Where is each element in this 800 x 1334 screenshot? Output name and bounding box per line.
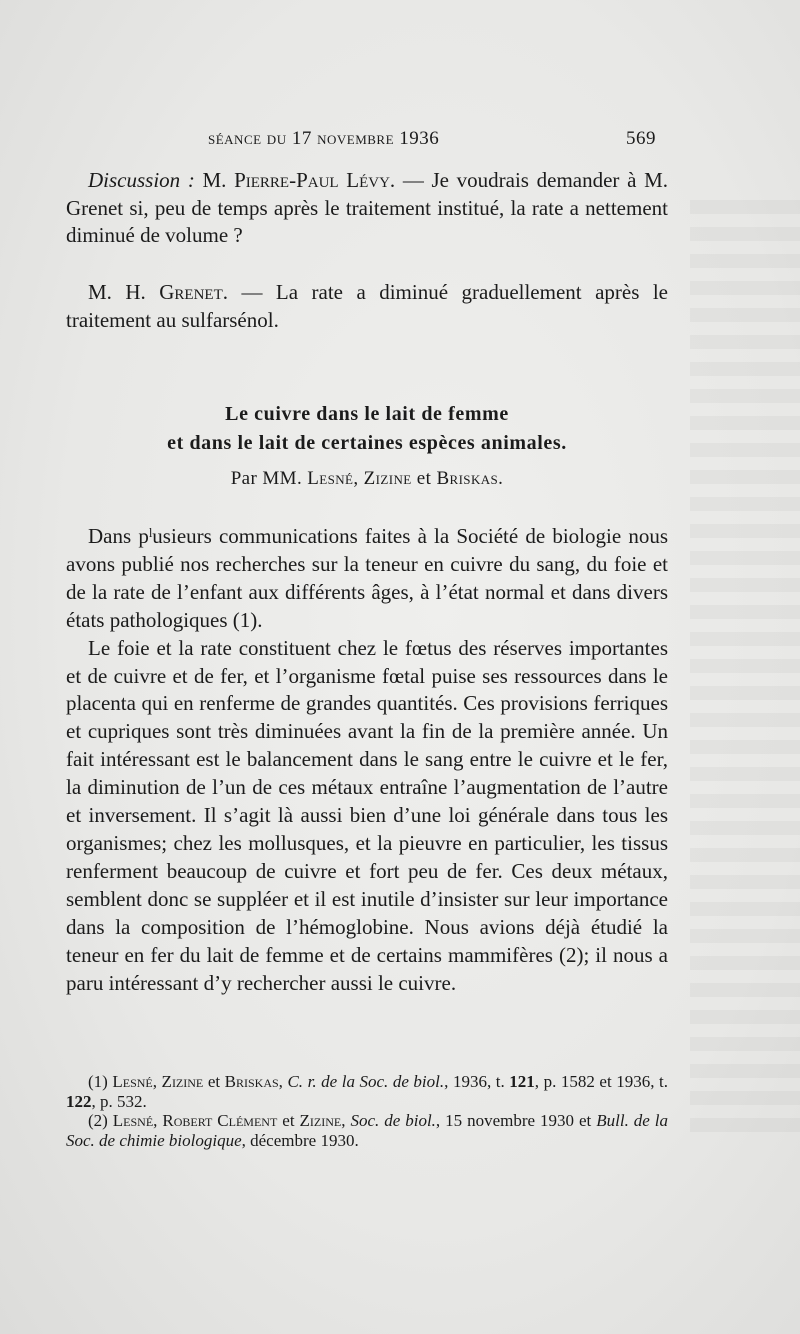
article-body [66,523,668,997]
footnote-2-source2: Bull. de la Soc. de chimie biologique [66,1111,669,1150]
authors-prefix: Par MM. [230,468,303,489]
footnote-2-end: , décembre 1930. [241,1130,359,1150]
authors-names: Lesné, Zizine [307,468,412,489]
running-header [208,128,656,150]
paragraph-2: Le foie et la rate constituent chez le fœtus des réserves importantes et de cuivre et de fer, et l’organisme fœtal puise ses ressources dans le placenta qui en renferme de grandes quantités. Ces provisions ferriques et cupriques sont très diminuées avant la fin de la première année. Un fait intéressant est le balancement dans le sang entre le cuivre et le fer, la diminution de l’un de ces métaux entraîne l’augmentation de l’autre et inversement. Il s’agit là aussi bien d’une loi générale dans tous les organismes; chez les mollusques, et la pieuvre en particulier, les tissus renferment beaucoup de cuivre et fort peu de fer. Ces deux métaux, semblent donc se suppléer et il est inutile d’insister sur leur importance dans la composition de l’hémoglobine. Nous avions déjà étudié la teneur en fer du lait de femme et de certains mammifères (2); il nous a paru intéressant d’y rechercher aussi le cuivre. [66,635,668,995]
authors-last: Briskas. [436,468,504,489]
footnote-1-authors: Lesné, Zizine [112,1072,204,1091]
article-title-line2: et dans le lait de certaines espèces animales. [167,432,567,454]
footnote-1-volume1: 121 [509,1072,535,1091]
footnote-2-mark: (2) [88,1111,108,1130]
footnote-2 [66,1111,668,1150]
article-title [66,400,668,458]
authors-and: et [416,468,432,489]
paragraph-1: Dans pˡusieurs communications faites à la Société de biologie nous avons publié nos recherches sur la teneur en cuivre du sang, du foie et de la rate de l’enfant aux différents âges, à l’état normal et dans divers états pathologiques (1). [66,524,668,632]
footnote-2-and: et [282,1111,295,1130]
footnote-2-mid: , 15 novembre 1930 et [435,1111,592,1130]
footnote-1-and: et [207,1072,221,1091]
footnote-2-source1: Soc. de biol. [350,1111,436,1130]
reply-text: — La rate a diminué graduellement après le traitement au sulfarsénol. [66,280,668,332]
discussion-label: Discussion : [88,168,195,192]
footnotes [66,1072,668,1150]
article-authors [66,468,668,490]
footnote-1-mark: (1) [88,1072,108,1091]
bleed-through-shadow [690,200,800,1140]
running-title: séance du 17 novembre 1936 [208,128,440,149]
footnote-1-volume2: 122 [66,1091,92,1111]
article-title-line1: Le cuivre dans le lait de femme [225,403,509,425]
footnote-1 [66,1072,668,1111]
footnote-1-rest: , p. 1582 et 1936, t. [534,1072,668,1091]
footnote-1-end: , p. 532. [91,1091,147,1111]
footnote-1-source: C. r. de la Soc. de biol. [287,1072,445,1091]
footnote-2-authors: Lesné, Robert Clément [112,1111,278,1130]
footnote-1-mid: , 1936, t. [444,1072,505,1091]
footnote-1-author3: Briskas, [224,1072,283,1091]
footnote-2-author3: Zizine, [299,1111,346,1130]
discussion-paragraph [66,167,668,250]
reply-paragraph [66,279,668,334]
reply-speaker: M. H. Grenet. [88,280,228,304]
discussion-text: — Je voudrais demander à M. Grenet si, peu de temps après le traitement institué, la rate a nettement diminué de volume ? [66,168,668,247]
page-number: 569 [626,128,656,149]
discussion-speaker: M. Pierre-Paul Lévy. [202,168,396,192]
